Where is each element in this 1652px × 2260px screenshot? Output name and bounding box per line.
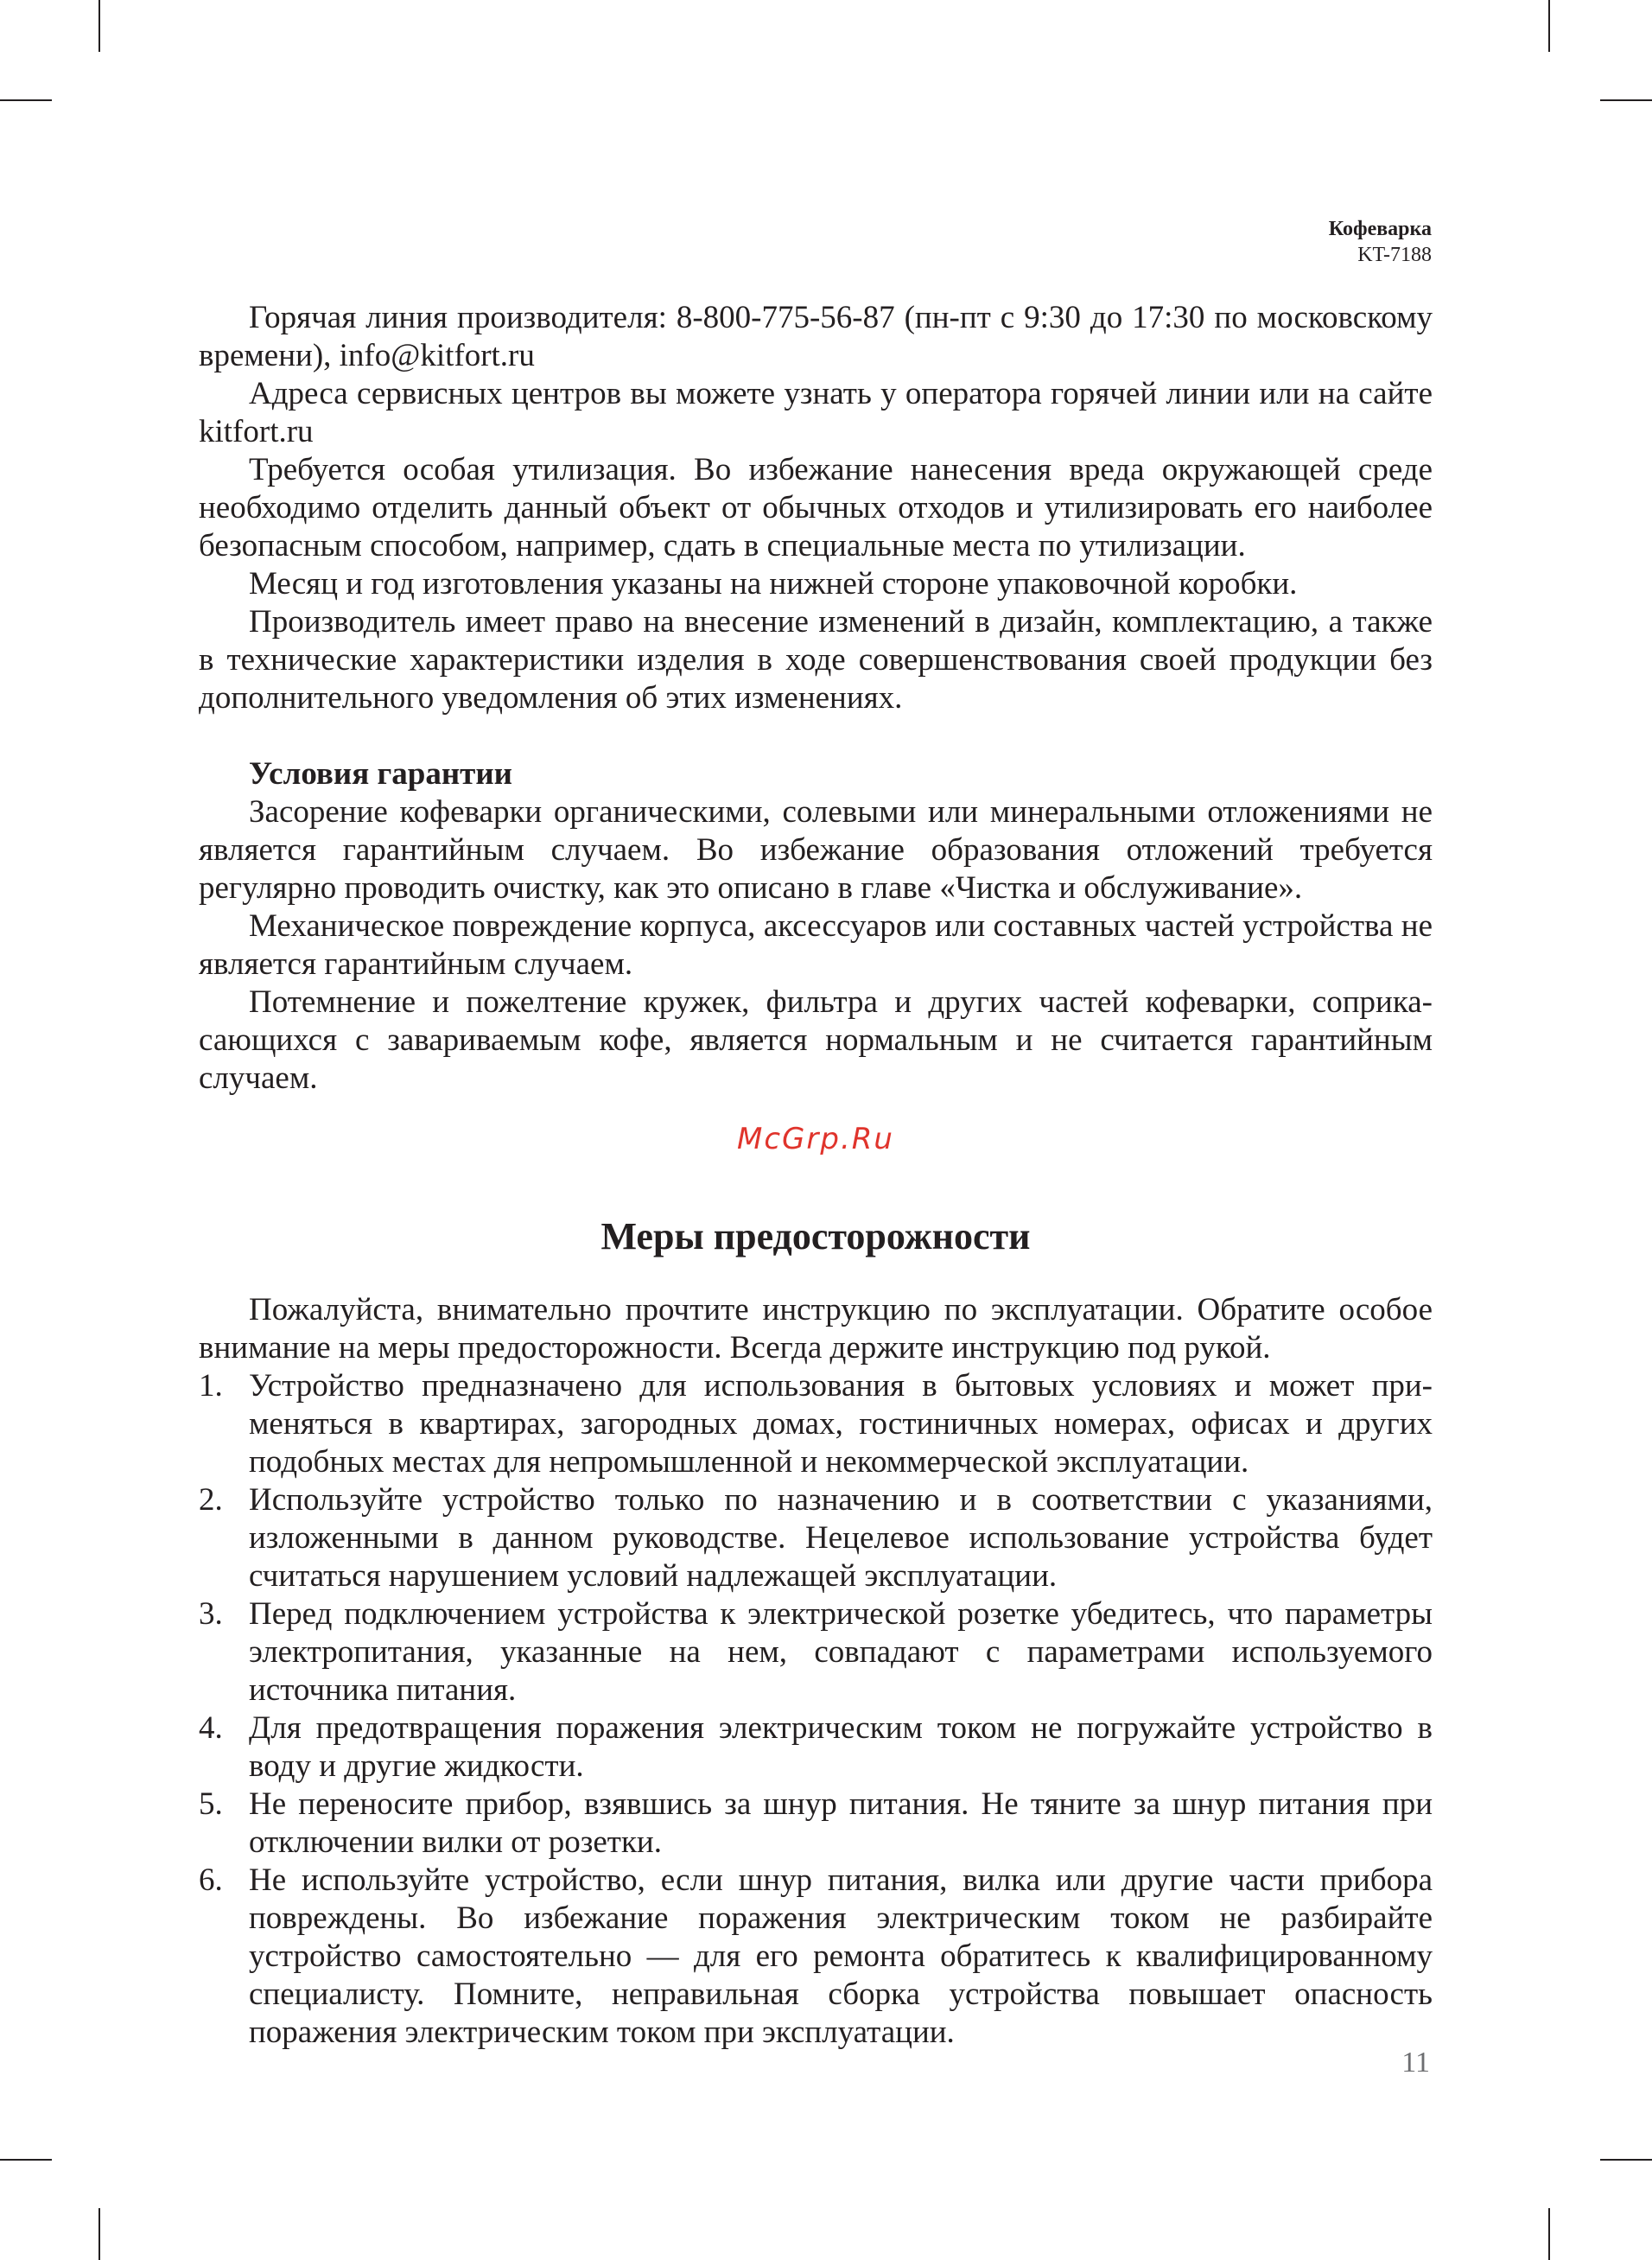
crop-mark-top-left (98, 0, 100, 52)
paragraph-warranty-mechanical: Механическое повреждение корпуса, аксессуаров или составных частей устройства не является гарантийным случаем. (199, 908, 1433, 982)
list-item (199, 1709, 1433, 1786)
spacer (199, 717, 1433, 755)
warranty-heading: Условия гарантии (249, 756, 512, 792)
list-item (199, 1786, 1433, 1862)
crop-mark-bottom-left (98, 2208, 100, 2260)
running-header (1329, 216, 1432, 268)
paragraph-service-centers: Адреса сервисных центров вы можете узнать у оператора горячей линии или на сайте kitfort.ru (199, 376, 1433, 449)
list-item-number: 2. (199, 1482, 223, 1518)
list-item-text: Не переносите прибор, взявшись за шнур питания. Не тяните за шнур питания при отключении вилки от розетки. (249, 1786, 1433, 1860)
page-number: 11 (1401, 2047, 1430, 2079)
list-item-number: 3. (199, 1596, 223, 1632)
crop-mark-bottom-right (1548, 2208, 1550, 2260)
list-item-number: 4. (199, 1710, 223, 1746)
list-item-text: Устройство предназначено для использования в бытовых условиях и может применяться в квартирах, загородных домах, гостиничных номерах, офисах и других подобных местах для непромышленной и некоммерческой эксплуатации. (249, 1368, 1433, 1480)
list-item (199, 1367, 1433, 1481)
list-item-text: Перед подключением устройства к электрической розетке убедитесь, что параметры электропитания, указанные на нем, совпадают с параметрами используемого источника питания. (249, 1596, 1433, 1708)
header-model: KT-7188 (1357, 244, 1432, 266)
crop-mark-right-top (1600, 99, 1652, 101)
section-title-safety: Меры предосторожности (600, 1215, 1031, 1257)
paragraph-warranty-discoloration: Потемнение и пожелтение кружек, фильтра и других частей кофеварки, соприкасающихся с завариваемым кофе, является нормальным и не считается гарантийным случаем. (199, 984, 1433, 1096)
list-item-text: Для предотвращения поражения электрическим током не погружайте устройство в воду и другие жидкости. (249, 1710, 1433, 1784)
paragraph-disposal: Требуется особая утилизация. Во избежание нанесения вреда окружающей среде необходимо отделить данный объект от обычных отходов и утилизировать его наиболее безопасным способом, например, сдать в специальные места по утилизации. (199, 452, 1433, 563)
list-item-number: 1. (199, 1368, 223, 1404)
paragraph-manufacturer-rights: Производитель имеет право на внесение изменений в дизайн, комплектацию, а также в технические характеристики изделия в ходе совершенствования своей продукции без дополнительного уведомления об этих изменениях. (199, 604, 1433, 716)
paragraph-manufacture-date: Месяц и год изготовления указаны на нижней стороне упаковочной коробки. (249, 566, 1298, 602)
crop-mark-top-right (1548, 0, 1550, 52)
list-item-number: 5. (199, 1786, 223, 1822)
list-item-text: Не используйте устройство, если шнур питания, вилка или другие части прибора повреждены. Во избежание поражения электрическим током не разбирайте устройство самостоятельно — для его ремонта обратитесь к квалифицированному специалисту. Помните, неправильная сборка устройства повышает опасность поражения электрическим током при эксплуатации. (249, 1862, 1433, 2050)
paragraph-safety-intro: Пожалуйста, внимательно прочтите инструкцию по эксплуатации. Обратите особое внимание на меры предосторожности. Всегда держите инструкцию под рукой. (199, 1292, 1433, 1366)
list-item (199, 1862, 1433, 2052)
crop-mark-right-bottom (1600, 2159, 1652, 2161)
list-item (199, 1481, 1433, 1595)
list-item-text: Используйте устройство только по назначению и в соответствии с указаниями, изложенными в данном руководстве. Нецелевое использование устройства будет считаться нарушением условий надлежащей эксплуатации. (249, 1482, 1433, 1594)
safety-list (199, 1367, 1433, 2052)
list-item (199, 1595, 1433, 1709)
crop-mark-left-bottom (0, 2159, 52, 2161)
list-item-number: 6. (199, 1862, 223, 1898)
page-content (199, 299, 1433, 2052)
watermark-link[interactable]: McGrp.Ru (737, 1122, 894, 1156)
crop-mark-left-top (0, 99, 52, 101)
paragraph-hotline: Горячая линия производителя: 8-800-775-56-87 (пн-пт с 9:30 до 17:30 по московскому времени), info@kitfort.ru (199, 300, 1433, 373)
header-product: Кофеварка (1328, 218, 1432, 240)
paragraph-warranty-deposits: Засорение кофеварки органическими, солевыми или минеральными отложениями не является гарантийным случаем. Во избежание образования отложений требуется регулярно проводить очистку, как это описано в главе «Чистка и обслуживание». (199, 794, 1433, 906)
